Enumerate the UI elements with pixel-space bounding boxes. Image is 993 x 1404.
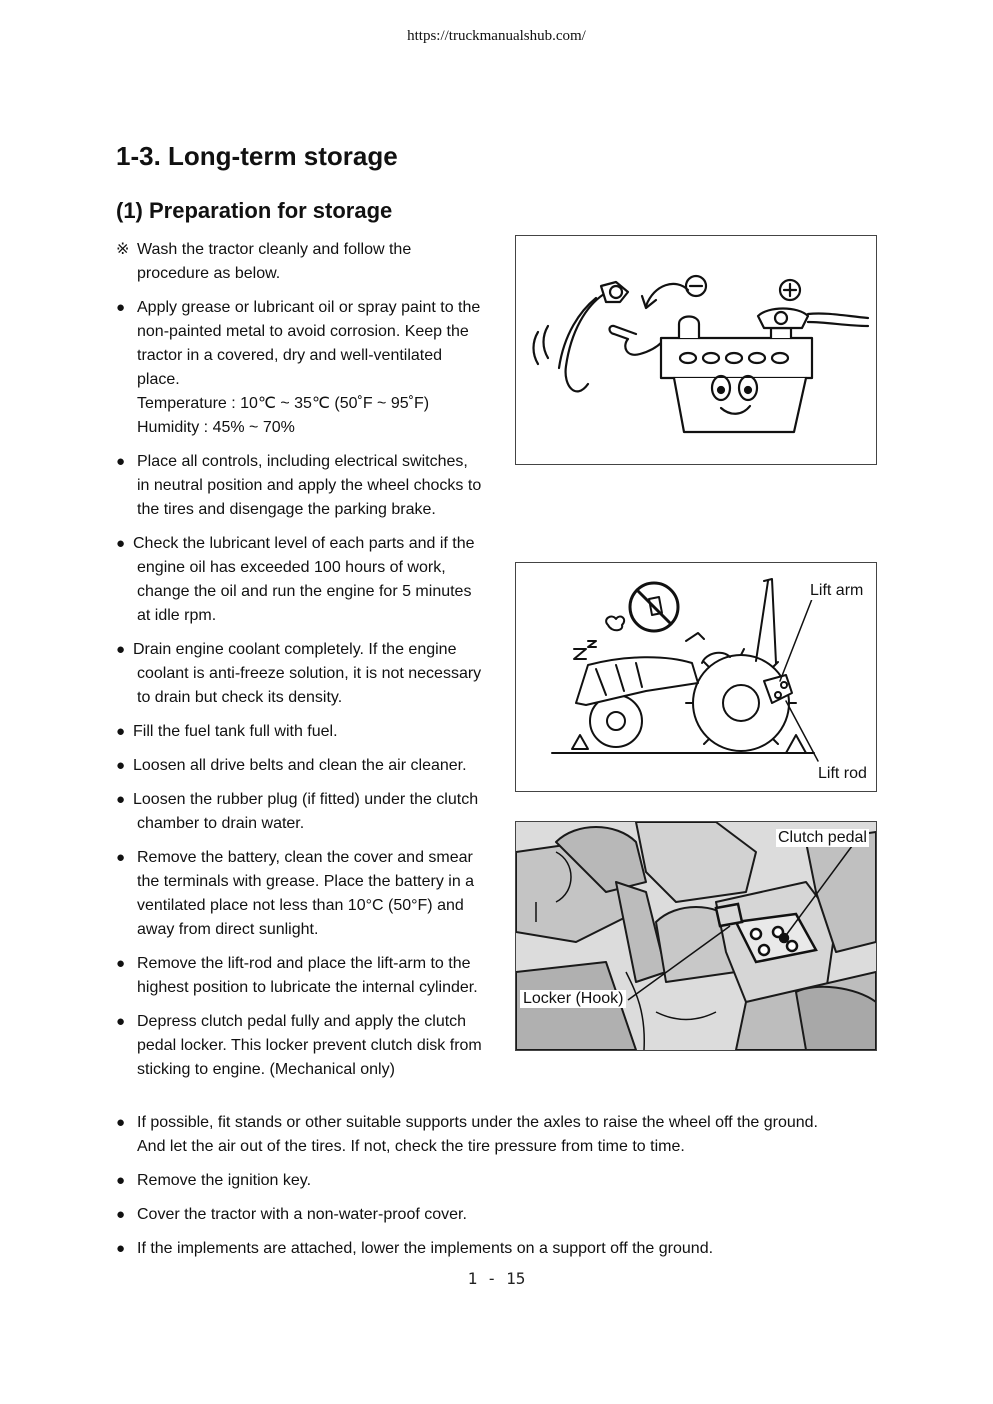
clutch-drawing bbox=[516, 822, 876, 1050]
bullet-icon: ● bbox=[116, 757, 126, 774]
note-line: procedure as below. bbox=[137, 265, 281, 282]
bullet-icon: ● bbox=[116, 535, 126, 552]
list-item bbox=[116, 1169, 876, 1193]
battery-illustration bbox=[515, 235, 877, 465]
label-clutch-pedal: Clutch pedal bbox=[778, 829, 867, 846]
item-line: pedal locker. This locker prevent clutch disk from bbox=[137, 1037, 482, 1054]
item-line: highest position to lubricate the internal cylinder. bbox=[137, 979, 478, 996]
label-locker-hook: Locker (Hook) bbox=[520, 990, 626, 1008]
tractor-illustration bbox=[515, 562, 877, 792]
list-item bbox=[116, 638, 501, 710]
bullet-icon: ● bbox=[116, 641, 126, 658]
item-line: Cover the tractor with a non-water-proof cover. bbox=[137, 1206, 467, 1223]
item-line: ventilated place not less than 10°C (50°F) and bbox=[137, 897, 464, 914]
subsection-title: (1) Preparation for storage bbox=[116, 198, 393, 223]
item-line: And let the air out of the tires. If not, check the tire pressure from time to time. bbox=[137, 1138, 685, 1155]
item-line: the tires and disengage the parking brake. bbox=[137, 501, 436, 518]
item-line: Place all controls, including electrical switches, bbox=[137, 453, 468, 470]
item-line: Remove the battery, clean the cover and smear bbox=[137, 849, 473, 866]
list-item bbox=[116, 754, 501, 778]
temperature-line: Temperature : 10℃ ~ 35℃ (50˚F ~ 95˚F) bbox=[137, 395, 430, 412]
page-number: 1 - 15 bbox=[467, 1269, 526, 1288]
list-item bbox=[116, 1237, 876, 1261]
item-line: place. bbox=[137, 371, 180, 388]
bullet-icon: ● bbox=[116, 791, 126, 808]
item-line: to drain but check its density. bbox=[137, 689, 343, 706]
item-line: Apply grease or lubricant oil or spray paint to the bbox=[137, 299, 481, 316]
clutch-photo bbox=[515, 821, 877, 1051]
item-line: Depress clutch pedal fully and apply the clutch bbox=[137, 1013, 467, 1030]
note-line: Wash the tractor cleanly and follow the bbox=[137, 241, 412, 258]
item-line: non-painted metal to avoid corrosion. Keep the bbox=[137, 323, 469, 340]
list-item bbox=[116, 846, 501, 942]
list-item bbox=[116, 788, 501, 836]
section-title: 1-3. Long-term storage bbox=[116, 141, 398, 171]
note-paragraph bbox=[116, 238, 501, 286]
item-line: Loosen the rubber plug (if fitted) under the clutch bbox=[133, 791, 479, 808]
battery-drawing bbox=[516, 236, 876, 464]
item-line: coolant is anti-freeze solution, it is not necessary bbox=[137, 665, 482, 682]
item-line: Drain engine coolant completely. If the engine bbox=[133, 641, 457, 658]
list-item bbox=[116, 296, 501, 440]
item-line: in neutral position and apply the wheel chocks to bbox=[137, 477, 482, 494]
item-line: chamber to drain water. bbox=[137, 815, 305, 832]
item-line: tractor in a covered, dry and well-ventilated bbox=[137, 347, 443, 364]
list-item bbox=[116, 952, 501, 1000]
bullet-icon: ● bbox=[116, 1114, 126, 1131]
list-item bbox=[116, 532, 501, 628]
list-item bbox=[116, 720, 501, 744]
item-line: If the implements are attached, lower the implements on a support off the ground. bbox=[137, 1240, 714, 1257]
bullet-icon: ● bbox=[116, 453, 126, 470]
list-item bbox=[116, 1111, 876, 1159]
bullet-icon: ● bbox=[116, 723, 126, 740]
item-line: the terminals with grease. Place the battery in a bbox=[137, 873, 475, 890]
item-line: away from direct sunlight. bbox=[137, 921, 319, 938]
item-line: change the oil and run the engine for 5 minutes bbox=[137, 583, 472, 600]
item-line: If possible, fit stands or other suitable supports under the axles to raise the wheel off the ground. bbox=[137, 1114, 818, 1131]
list-item bbox=[116, 1203, 876, 1227]
bullet-icon: ● bbox=[116, 955, 126, 972]
label-lift-rod: Lift rod bbox=[818, 765, 867, 782]
item-line: engine oil has exceeded 100 hours of work, bbox=[137, 559, 446, 576]
item-line: at idle rpm. bbox=[137, 607, 217, 624]
source-url: https://truckmanualshub.com/ bbox=[407, 28, 586, 44]
list-item bbox=[116, 1010, 501, 1082]
bullet-icon: ● bbox=[116, 299, 126, 316]
humidity-line: Humidity : 45% ~ 70% bbox=[137, 419, 295, 436]
additional-instructions bbox=[116, 1111, 876, 1271]
item-line: Check the lubricant level of each parts and if the bbox=[133, 535, 475, 552]
instruction-column bbox=[116, 238, 501, 1092]
item-line: Fill the fuel tank full with fuel. bbox=[133, 723, 338, 740]
bullet-icon: ● bbox=[116, 1240, 126, 1257]
list-item bbox=[116, 450, 501, 522]
item-line: Loosen all drive belts and clean the air cleaner. bbox=[133, 757, 467, 774]
label-lift-arm: Lift arm bbox=[810, 582, 864, 599]
reference-mark-icon: ※ bbox=[116, 241, 130, 258]
bullet-icon: ● bbox=[116, 1013, 126, 1030]
bullet-icon: ● bbox=[116, 849, 126, 866]
item-line: sticking to engine. (Mechanical only) bbox=[137, 1061, 395, 1078]
bullet-icon: ● bbox=[116, 1206, 126, 1223]
item-line: Remove the lift-rod and place the lift-arm to the bbox=[137, 955, 471, 972]
item-line: Remove the ignition key. bbox=[137, 1172, 312, 1189]
bullet-icon: ● bbox=[116, 1172, 126, 1189]
